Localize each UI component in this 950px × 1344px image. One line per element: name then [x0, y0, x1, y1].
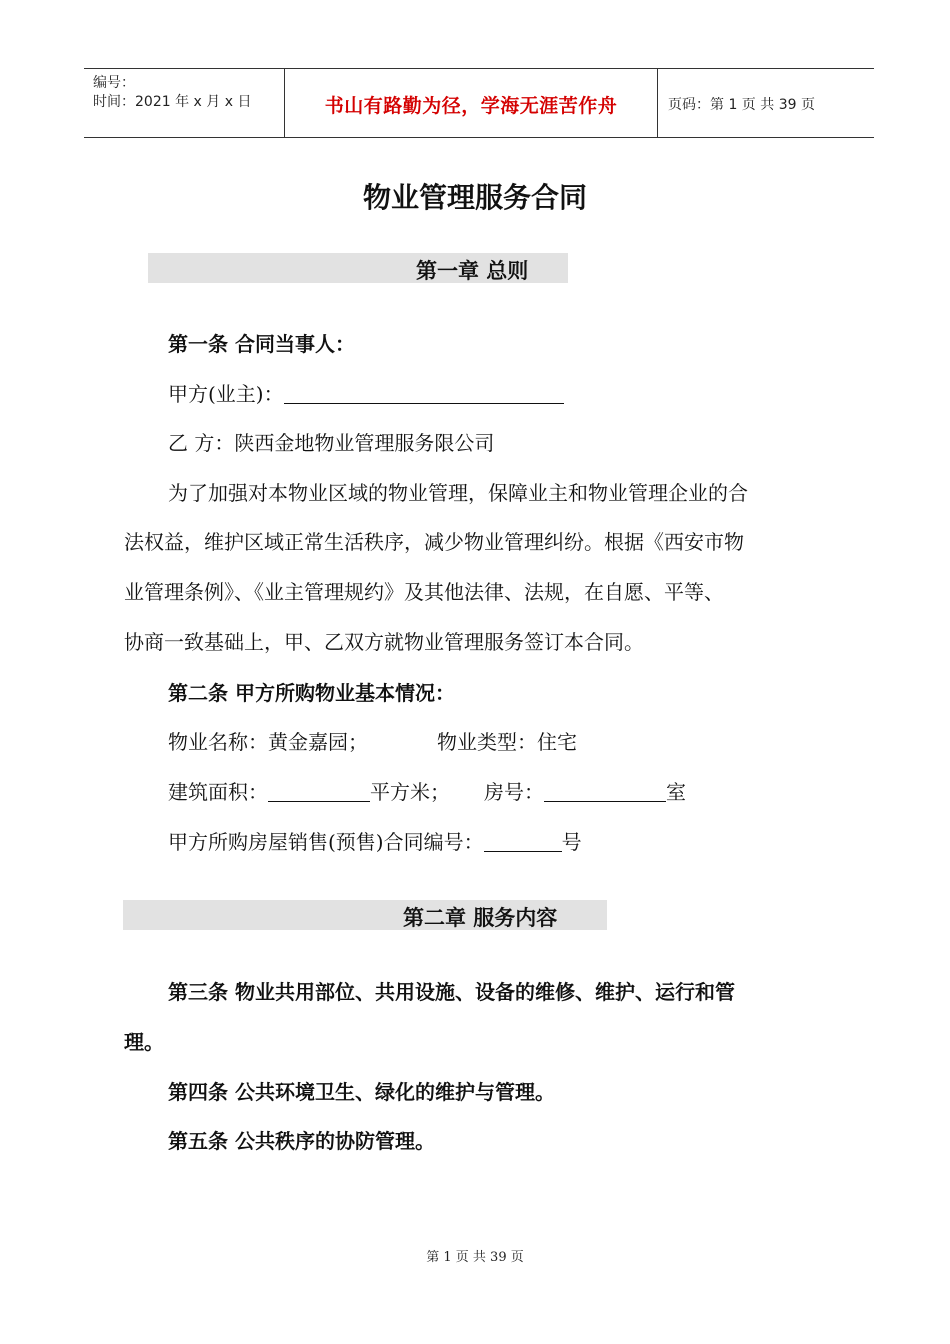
party-a-line [168, 380, 564, 408]
date-label: 时间：2021 年 x 月 x 日 [93, 94, 252, 110]
document-title: 物业管理服务合同 [362, 181, 587, 214]
article-1-title: 第一条 合同当事人： [168, 332, 355, 356]
header-info-cell [84, 69, 285, 137]
page-label: 页码：第 1 页 共 39 页 [668, 97, 815, 113]
party-a-label: 甲方(业主)： [168, 382, 284, 406]
article-2-title: 第二条 甲方所购物业基本情况： [168, 681, 455, 705]
chapter-heading [123, 900, 607, 930]
article-5: 第五条 公共秩序的协防管理。 [168, 1129, 435, 1153]
property-type: 物业类型：住宅 [437, 730, 577, 754]
area-room-line [168, 778, 686, 806]
header-motto-cell [285, 69, 658, 137]
chapter-title: 第一章 总则 [416, 259, 529, 283]
paragraph-line: 业管理条例》、《业主管理规约》及其他法律、法规，在自愿、平等、 [124, 580, 724, 604]
area-label: 建筑面积： [168, 780, 268, 804]
room-unit: 室 [666, 780, 686, 804]
party-a-blank [284, 381, 564, 404]
paragraph-line: 为了加强对本物业区域的物业管理，保障业主和物业管理企业的合 [168, 481, 748, 505]
contract-number-blank [484, 829, 562, 852]
header-page-cell [658, 69, 874, 137]
contract-number-unit: 号 [561, 830, 582, 854]
contract-number-line [168, 828, 582, 856]
paragraph-line: 法权益，维护区域正常生活秩序，减少物业管理纠纷。根据《西安市物 [124, 530, 744, 554]
area-unit: 平方米； [370, 780, 450, 804]
article-4: 第四条 公共环境卫生、绿化的维护与管理。 [168, 1080, 555, 1104]
page-footer: 第 1 页 共 39 页 [426, 1250, 524, 1265]
article-3-line: 第三条 物业共用部位、共用设施、设备的维修、维护、运行和管 [168, 980, 735, 1004]
room-label: 房号： [484, 780, 544, 804]
party-b-line: 乙 方：陕西金地物业管理服务限公司 [168, 431, 495, 455]
property-name: 物业名称：黄金嘉园； [168, 730, 368, 754]
chapter-heading [148, 253, 568, 283]
paragraph-line: 协商一致基础上，甲、乙双方就物业管理服务签订本合同。 [124, 630, 644, 654]
area-blank [268, 779, 370, 802]
chapter-title: 第二章 服务内容 [403, 906, 558, 930]
page-header [84, 68, 874, 138]
number-label: 编号： [93, 75, 135, 91]
contract-number-label: 甲方所购房屋销售(预售)合同编号： [168, 830, 484, 854]
article-3-line: 理。 [124, 1030, 164, 1054]
motto: 书山有路勤为径，学海无涯苦作舟 [324, 95, 618, 117]
room-blank [544, 779, 666, 802]
